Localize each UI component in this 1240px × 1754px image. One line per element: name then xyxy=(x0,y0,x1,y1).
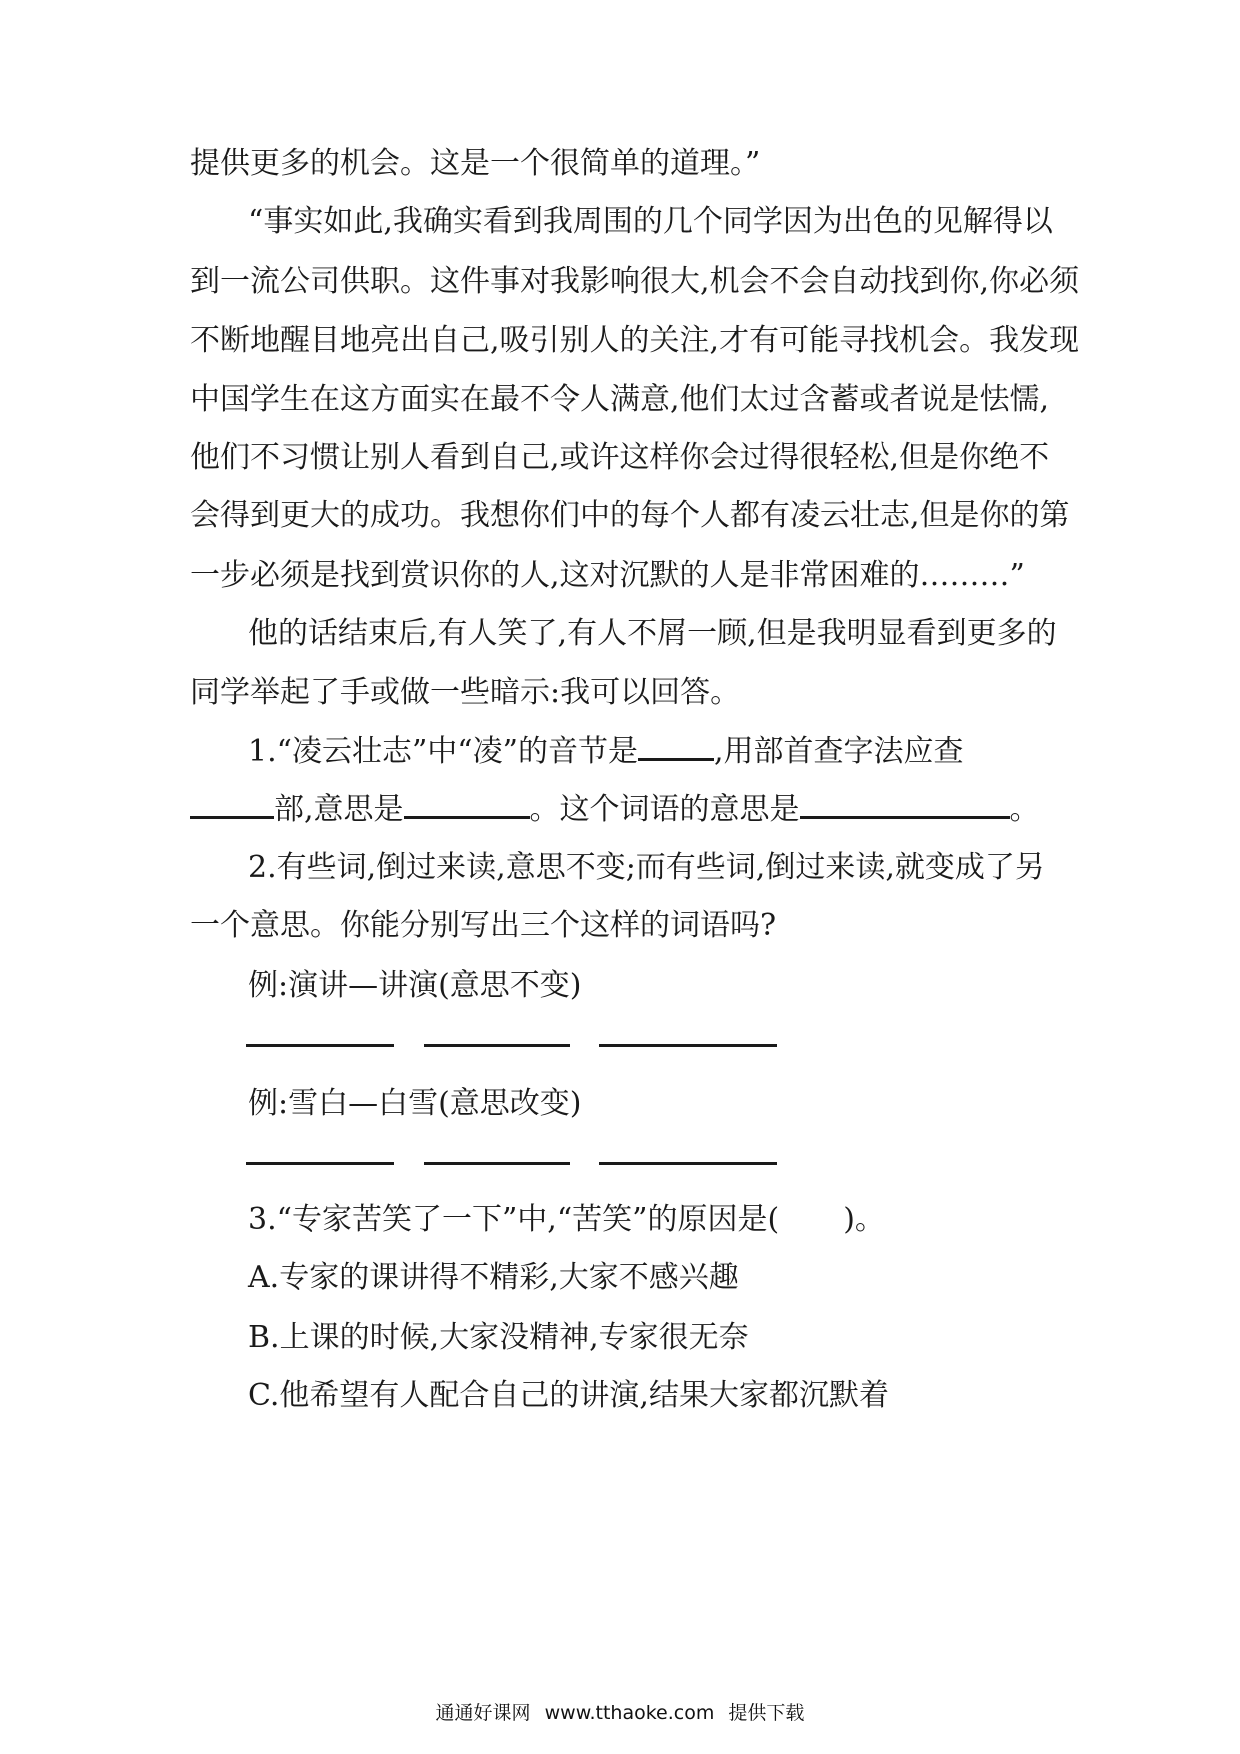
example-unchanged: 例:演讲—讲演(意思不变) xyxy=(248,968,582,1003)
question-3-text: )。 xyxy=(843,1202,885,1237)
passage-line: 不断地醒目地亮出自己,吸引别人的关注,才有可能寻找机会。我发现 xyxy=(190,323,1080,358)
example-changed: 例:雪白—白雪(意思改变) xyxy=(248,1086,582,1121)
footer-suffix: 提供下载 xyxy=(728,1702,805,1724)
question-3-stem xyxy=(248,1200,885,1240)
phrase-meaning-blank[interactable] xyxy=(800,790,1010,819)
radical-answer-blank[interactable] xyxy=(190,790,274,819)
question-1-text: 部,意思是 xyxy=(274,792,404,827)
option-a: A.专家的课讲得不精彩,大家不感兴趣 xyxy=(248,1260,739,1295)
question-2-stem: 一个意思。你能分别写出三个这样的词语吗? xyxy=(190,908,777,943)
pinyin-answer-blank[interactable] xyxy=(638,732,714,761)
footer-url: www.tthaoke.com xyxy=(544,1702,715,1724)
passage-line: 同学举起了手或做一些暗示:我可以回答。 xyxy=(190,675,741,710)
passage-line: “事实如此,我确实看到我周围的几个同学因为出色的见解得以 xyxy=(248,204,1053,239)
answer-line[interactable] xyxy=(246,1044,394,1047)
answer-line[interactable] xyxy=(599,1044,777,1047)
question-1-text: 。 xyxy=(1009,792,1040,827)
footer-site-name: 通通好课网 xyxy=(435,1702,531,1724)
question-1-text: 1.“凌云壮志”中“凌”的音节是 xyxy=(248,734,638,769)
page-footer xyxy=(0,1698,1240,1725)
passage-line: 提供更多的机会。这是一个很简单的道理。” xyxy=(190,146,761,181)
question-1-text: 。这个词语的意思是 xyxy=(529,792,800,827)
passage-line: 他们不习惯让别人看到自己,或许这样你会过得很轻松,但是你绝不 xyxy=(190,440,1050,475)
answer-line[interactable] xyxy=(424,1162,570,1165)
answer-line[interactable] xyxy=(246,1162,394,1165)
question-1-line-1 xyxy=(248,732,964,772)
passage-line: 他的话结束后,有人笑了,有人不屑一顾,但是我明显看到更多的 xyxy=(248,616,1057,651)
passage-line: 到一流公司供职。这件事对我影响很大,机会不会自动找到你,你必须 xyxy=(190,264,1080,299)
answer-line[interactable] xyxy=(424,1044,570,1047)
option-c: C.他希望有人配合自己的讲演,结果大家都沉默着 xyxy=(248,1378,889,1413)
passage-line: 一步必须是找到赏识你的人,这对沉默的人是非常困难的………” xyxy=(190,558,1025,593)
option-b: B.上课的时候,大家没精神,专家很无奈 xyxy=(248,1320,749,1355)
character-meaning-blank[interactable] xyxy=(404,790,530,819)
passage-line: 会得到更大的成功。我想你们中的每个人都有凌云壮志,但是你的第 xyxy=(190,498,1070,533)
answer-line[interactable] xyxy=(599,1162,777,1165)
question-3-text: 3.“专家苦笑了一下”中,“苦笑”的原因是( xyxy=(248,1202,780,1237)
question-1-line-2 xyxy=(190,790,1040,830)
question-1-text: ,用部首查字法应查 xyxy=(713,734,964,769)
question-2-stem: 2.有些词,倒过来读,意思不变;而有些词,倒过来读,就变成了另 xyxy=(248,850,1045,885)
passage-line: 中国学生在这方面实在最不令人满意,他们太过含蓄或者说是怯懦, xyxy=(190,382,1050,417)
